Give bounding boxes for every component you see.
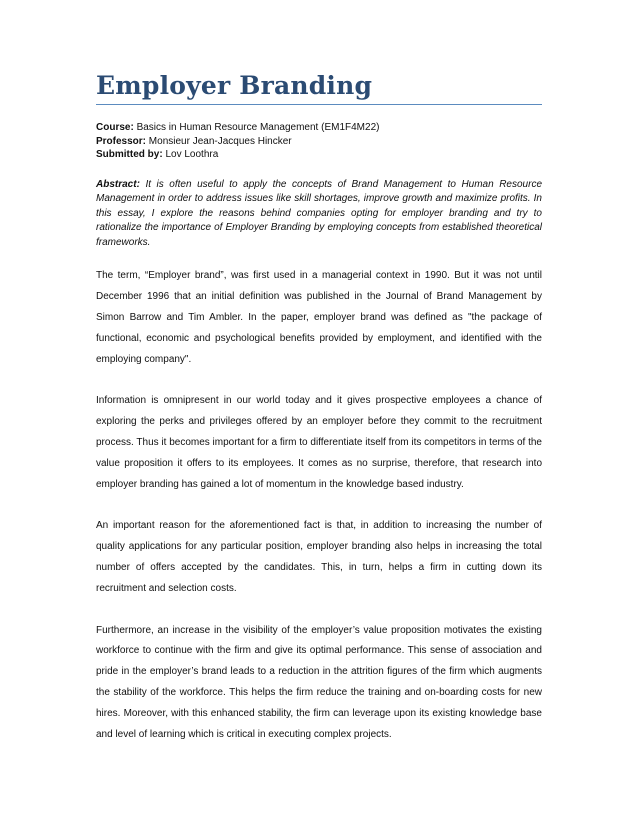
document-title: Employer Branding xyxy=(96,71,373,100)
abstract-label: Abstract: xyxy=(96,178,140,190)
body-text xyxy=(96,266,542,745)
professor-label: Professor: xyxy=(96,135,147,147)
paragraph-1: The term, “Employer brand”, was first used in a managerial context in 1990. But it was not until December 1996 that an initial definition was published in the Journal of Brand Management by Simon Barrow and Tim Ambler. In the paper, employer brand was defined as "the package of functional, economic and psychological benefits provided by employment, and identified with the employing company". xyxy=(96,270,542,365)
paragraph-4: Furthermore, an increase in the visibility of the employer’s value proposition motivates the existing workforce to continue with the firm and give its optimal performance. This sense of association and pride in the employer’s brand leads to a reduction in the attrition figures of the firm which augments the stability of the workforce. This helps the firm reduce the training and on-boarding costs for new hires. Moreover, with this enhanced stability, the firm can leverage upon its existing knowledge base and level of learning which is critical in executing complex projects. xyxy=(96,624,542,740)
professor-line xyxy=(96,135,542,149)
submitted-by-label: Submitted by: xyxy=(96,149,163,160)
course-value: Basics in Human Resource Management (EM1F4M22) xyxy=(136,122,380,133)
document-meta xyxy=(96,121,542,162)
paragraph-3: An important reason for the aforementioned fact is that, in addition to increasing the number of quality applications for any particular position, employer branding also helps in increasing the total number of offers accepted by the candidates. This, in turn, helps a firm in cutting down its recruitment and selection costs. xyxy=(96,520,542,594)
title-underline xyxy=(96,104,542,105)
submitted-by-value: Lov Loothra xyxy=(165,149,219,160)
course-label: Course: xyxy=(96,122,134,133)
course-line xyxy=(96,121,542,135)
submitted-by-line xyxy=(96,148,542,162)
abstract-text: It is often useful to apply the concepts of Brand Management to Human Resource Management in order to address issues like skill shortages, improve growth and maximize profits. In this essay, I explore the reasons behind companies opting for employer branding and try to rationalize the importance of Employer Branding by employing concepts from established theoretical frameworks. xyxy=(96,178,543,248)
document-page xyxy=(96,70,542,745)
professor-value: Monsieur Jean-Jacques Hincker xyxy=(148,135,292,147)
abstract xyxy=(96,178,542,251)
paragraph-2: Information is omnipresent in our world today and it gives prospective employees a chance of exploring the perks and privileges offered by an employer before they commit to the recruitment process. Thus it becomes important for a firm to differentiate itself from its competitors in terms of the value proposition it offers to its employees. It comes as no surprise, therefore, that research into employer branding has gained a lot of momentum in the knowledge based industry. xyxy=(96,395,542,490)
